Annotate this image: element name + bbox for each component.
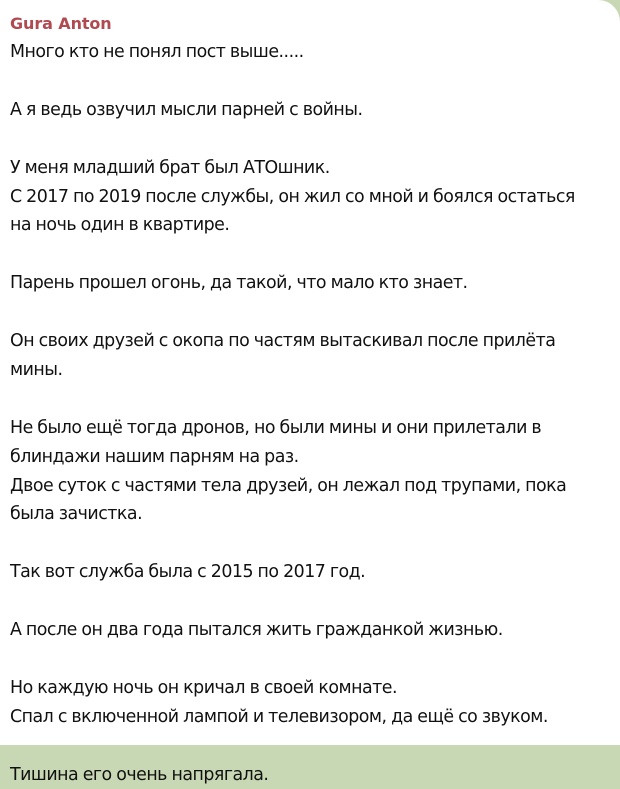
text-line: А после он два года пытался жить гражданкой жизнью. — [10, 620, 503, 641]
message-paragraph — [10, 327, 604, 385]
text-line: Он своих друзей с окопа по частям вытаскивал после прилёта — [10, 331, 556, 351]
text-line: Много кто не понял пост выше..... — [10, 42, 304, 62]
text-line: Двое суток с частями тела друзей, он лежал под трупами, пока — [10, 475, 567, 496]
text-line: Парень прошел огонь, да такой, что мало кто знает. — [10, 273, 468, 294]
text-line: Не было ещё тогда дронов, но были мины и они прилетали в — [10, 417, 542, 438]
message-paragraph — [10, 154, 604, 241]
text-line: блиндажи нашим парням на раз. — [10, 446, 299, 467]
message-paragraph — [10, 761, 604, 789]
message-paragraph — [10, 414, 604, 530]
message-paragraph — [10, 96, 604, 125]
message-paragraph — [10, 616, 604, 645]
message-paragraph — [10, 674, 604, 732]
message-paragraph — [10, 558, 604, 587]
text-line: А я ведь озвучил мысли парней с войны. — [10, 99, 363, 120]
text-line: У меня младший брат был АТОшник. — [10, 157, 330, 178]
text-line: Так вот служба была с 2015 по 2017 год. — [10, 562, 366, 583]
text-line: мины. — [10, 359, 63, 380]
text-line: была зачистка. — [10, 504, 143, 525]
text-line: на ночь один в квартире. — [10, 215, 230, 236]
text-line: Тишина его очень напрягала. — [10, 764, 269, 785]
message-paragraph — [10, 269, 604, 298]
message-text — [10, 38, 604, 789]
message-paragraph — [10, 38, 604, 67]
message-author[interactable]: Gura Anton — [10, 14, 112, 33]
text-line: Но каждую ночь он кричал в своей комнате. — [10, 677, 397, 698]
text-line: Спал с включенной лампой и телевизором, да ещё со звуком. — [10, 706, 548, 727]
text-line: С 2017 по 2019 после службы, он жил со мной и боялся остаться — [10, 186, 575, 207]
